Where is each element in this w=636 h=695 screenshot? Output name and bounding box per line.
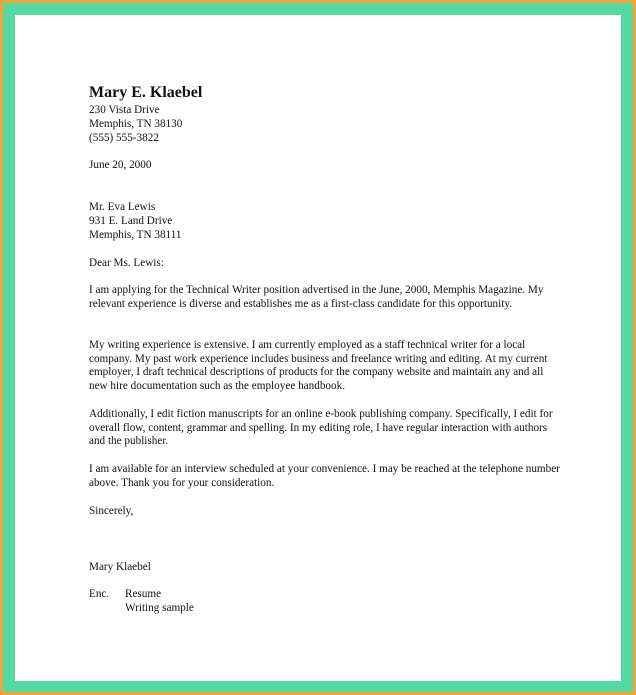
enclosure-item: Writing sample <box>125 602 194 614</box>
body-paragraph-4: I am available for an interview scheduled at your convenience. I may be reached at the telephone number above. Thank you for your consideration. <box>89 463 560 489</box>
inner-green-frame <box>3 3 633 692</box>
recipient-address-line1: 931 E. Land Drive <box>89 215 173 227</box>
recipient-name: Mr. Eva Lewis <box>89 201 156 213</box>
sender-address-line2: Memphis, TN 38130 <box>89 118 183 130</box>
salutation: Dear Ms. Lewis: <box>89 257 164 269</box>
letter-date: June 20, 2000 <box>89 159 152 171</box>
body-paragraph-1: I am applying for the Technical Writer position advertised in the June, 2000, Memphis Magazine. My relevant experience is diverse and establishes me as a first-class candidate for this opportunity. <box>89 284 544 310</box>
sender-address-line1: 230 Vista Drive <box>89 104 160 116</box>
body-paragraph-2: My writing experience is extensive. I am currently employed as a staff technical writer for a local company. My past work experience includes business and freelance writing and editing. At my current employer, I draft technical descriptions of products for the company website and maintain any and all new hire documentation such as the employee handbook. <box>89 339 548 392</box>
enclosure-label: Enc. <box>89 588 110 600</box>
signature-name: Mary Klaebel <box>89 561 151 573</box>
letter-page <box>15 15 621 681</box>
body-paragraph-3: Additionally, I edit fiction manuscripts for an online e-book publishing company. Specifically, I edit for overall flow, content, grammar and spelling. In my editing role, I have regular interaction with authors and the publisher. <box>89 408 553 448</box>
closing: Sincerely, <box>89 505 134 517</box>
sender-phone: (555) 555-3822 <box>89 132 159 144</box>
sender-name: Mary E. Klaebel <box>89 84 203 101</box>
enclosure-item: Resume <box>125 588 162 600</box>
recipient-address-line2: Memphis, TN 38111 <box>89 229 182 241</box>
